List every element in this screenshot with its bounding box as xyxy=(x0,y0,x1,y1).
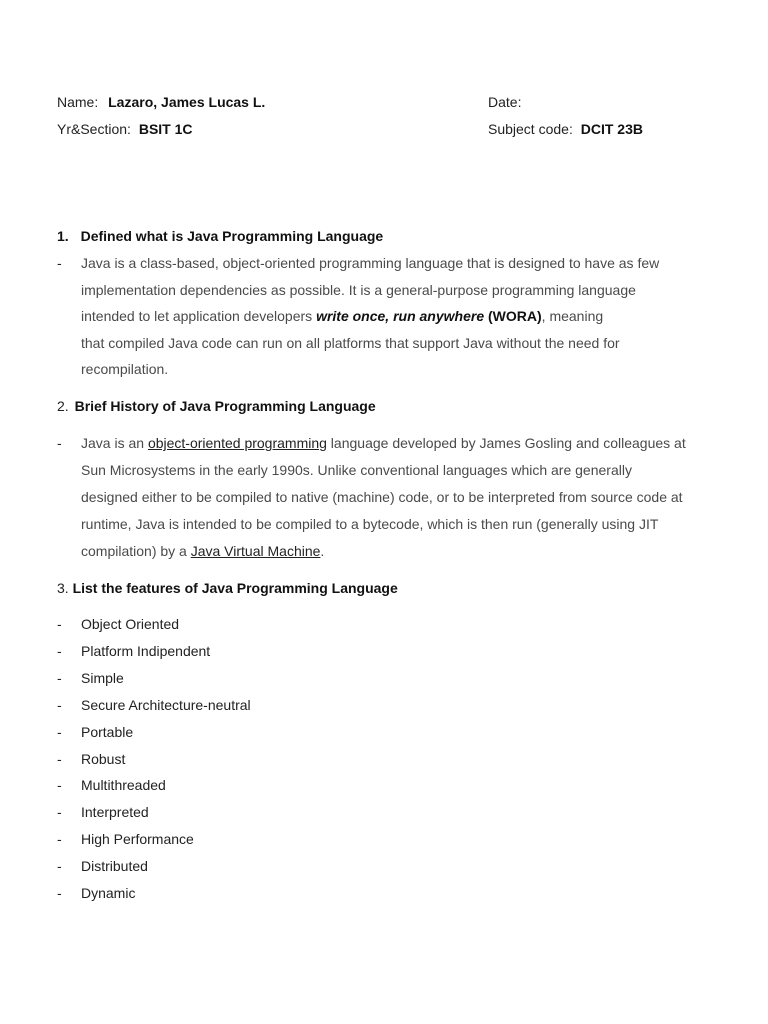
date-row xyxy=(488,94,521,110)
feature-bullet: - xyxy=(57,885,62,901)
feature-bullet: - xyxy=(57,751,62,767)
yrsection-value: BSIT 1C xyxy=(138,121,193,137)
section3-title: List the features of Java Programming Language xyxy=(72,580,398,596)
feature-item: Portable xyxy=(81,724,134,740)
feature-item: Multithreaded xyxy=(81,777,166,793)
section2-line1-pre: Java is an xyxy=(81,435,148,451)
feature-item: Simple xyxy=(81,670,124,686)
subject-value: DCIT 23B xyxy=(580,121,643,137)
section2-line5-post: . xyxy=(320,543,325,559)
section2-line1-post: language developed by James Gosling and colleagues at xyxy=(326,435,686,451)
section2-heading xyxy=(57,398,376,414)
name-row xyxy=(57,94,265,110)
feature-item: Dynamic xyxy=(81,885,136,901)
section1-line5: recompilation. xyxy=(81,361,169,377)
section2-line2: Sun Microsystems in the early 1990s. Unlike conventional languages which are generally xyxy=(81,462,632,478)
section2-bullet: - xyxy=(57,435,62,451)
section1-line3 xyxy=(81,308,603,324)
oop-link[interactable]: object-oriented programming xyxy=(147,435,327,451)
name-value: Lazaro, James Lucas L. xyxy=(108,94,266,110)
feature-bullet: - xyxy=(57,804,62,820)
feature-bullet: - xyxy=(57,858,62,874)
section2-line3: designed either to be compiled to native (machine) code, or to be interpreted from source code at xyxy=(81,489,683,505)
subject-row xyxy=(488,121,643,137)
wora-phrase: write once, run anywhere xyxy=(316,308,485,324)
feature-item: High Performance xyxy=(81,831,194,847)
section1-line3-pre: intended to let application developers xyxy=(81,308,317,324)
feature-bullet: - xyxy=(57,616,62,632)
feature-item: Interpreted xyxy=(81,804,149,820)
feature-bullet: - xyxy=(57,777,62,793)
feature-bullet: - xyxy=(57,670,62,686)
yrsection-label: Yr&Section: xyxy=(57,121,131,137)
feature-bullet: - xyxy=(57,724,62,740)
yrsection-row xyxy=(57,121,193,137)
name-label: Name: xyxy=(57,94,99,110)
feature-bullet: - xyxy=(57,697,62,713)
section1-line3-post: , meaning xyxy=(541,308,604,324)
section2-line5 xyxy=(81,543,324,559)
section1-number: 1. xyxy=(57,228,69,244)
section2-line1 xyxy=(81,435,686,451)
section1-heading xyxy=(57,228,383,244)
feature-item: Object Oriented xyxy=(81,616,180,632)
section1-line1: Java is a class-based, object-oriented programming language that is designed to have as few xyxy=(81,255,660,271)
section1-line2: implementation dependencies as possible. It is a general-purpose programming language xyxy=(81,282,636,298)
feature-bullet: - xyxy=(57,831,62,847)
section2-line4: runtime, Java is intended to be compiled to a bytecode, which is then run (generally using JIT xyxy=(81,516,659,532)
feature-item: Robust xyxy=(81,751,126,767)
feature-item: Secure Architecture-neutral xyxy=(81,697,251,713)
feature-bullet: - xyxy=(57,643,62,659)
section2-title: Brief History of Java Programming Language xyxy=(74,398,376,414)
feature-item: Distributed xyxy=(81,858,148,874)
subject-label: Subject code: xyxy=(488,121,573,137)
section2-line5-pre: compilation) by a xyxy=(81,543,191,559)
section1-line4: that compiled Java code can run on all platforms that support Java without the need for xyxy=(81,335,620,351)
section1-title: Defined what is Java Programming Language xyxy=(80,228,384,244)
section3-heading xyxy=(57,580,398,596)
section3-number: 3. xyxy=(57,580,69,596)
date-label: Date: xyxy=(488,94,522,110)
jvm-link[interactable]: Java Virtual Machine xyxy=(190,543,321,559)
section2-number: 2. xyxy=(57,398,69,414)
wora-acronym: (WORA) xyxy=(484,308,542,324)
feature-item: Platform Indipendent xyxy=(81,643,211,659)
section1-bullet: - xyxy=(57,255,62,271)
